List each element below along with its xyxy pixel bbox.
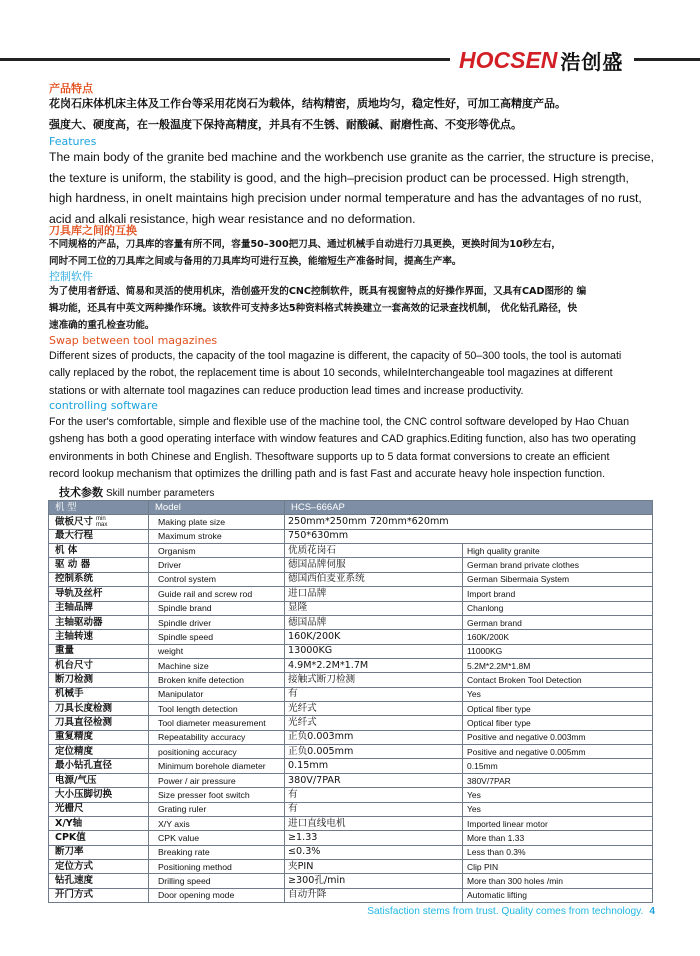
- spec-name-text: 主轴品牌: [55, 602, 94, 614]
- spec-value-english-cell: Import brand: [463, 587, 653, 601]
- software-cn-heading: 控制软件: [49, 270, 93, 283]
- spec-table-title: [59, 484, 214, 500]
- logo-latin-text: HOCSEN: [459, 46, 558, 73]
- spec-name-text: 机械手: [55, 688, 84, 700]
- spec-english-cell: Spindle driver: [149, 615, 285, 629]
- spec-english-cell: CPK value: [149, 831, 285, 845]
- software-cn-line: 速准确的重孔检查功能。: [49, 320, 155, 331]
- spec-table: [48, 500, 653, 903]
- spec-value-cell: 光纤式: [285, 702, 463, 716]
- spec-english-cell: Machine size: [149, 658, 285, 672]
- features-cn-heading: 产品特点: [49, 82, 93, 95]
- page-header: [0, 44, 700, 76]
- spec-value-cell: 接触式断刀检测: [285, 673, 463, 687]
- spec-name-text: 最小钻孔直径: [55, 760, 113, 772]
- spec-value-english-cell: Chanlong: [463, 601, 653, 615]
- spec-value-english-cell: German brand: [463, 615, 653, 629]
- spec-table-row: [49, 644, 653, 658]
- spec-table-row: [49, 587, 653, 601]
- spec-name-cell: [49, 874, 149, 888]
- spec-name-cell: [49, 572, 149, 586]
- spec-name-text: 刀具直径检测: [55, 717, 113, 729]
- header-model-cell: Model: [149, 501, 285, 515]
- spec-table-row: [49, 544, 653, 558]
- spec-value-cell: 750*630mm: [285, 529, 653, 543]
- spec-name-cell: [49, 845, 149, 859]
- spec-table-row: [49, 730, 653, 744]
- spec-value-english-cell: German brand private clothes: [463, 558, 653, 572]
- swap-en-line: Different sizes of products, the capacity of the tool magazine is different, the capacity of 50–300 tools, the tool is automati: [49, 350, 622, 362]
- spec-table-row: [49, 702, 653, 716]
- software-en-line: gsheng has both a good operating interface with window features and CAD graphics.Editing function, also has two operating: [49, 433, 636, 446]
- spec-name-cell: [49, 745, 149, 759]
- software-cn-line: 辑功能，还具有中英文两种操作环境。该软件可支持多达5种资料格式转换建立一套高效的记录查找机制， 优化钻孔路径，快: [49, 303, 578, 314]
- spec-value-english-cell: 380V/7PAR: [463, 773, 653, 787]
- spec-name-cell: [49, 716, 149, 730]
- spec-value-cell: ≥1.33: [285, 831, 463, 845]
- spec-table-row: [49, 572, 653, 586]
- spec-value-cell: 夹PIN: [285, 859, 463, 873]
- minmax-label: [96, 516, 107, 528]
- spec-value-cell: ≥300孔/min: [285, 874, 463, 888]
- spec-value-english-cell: German Sibermaia System: [463, 572, 653, 586]
- spec-name-text: 重量: [55, 645, 75, 657]
- spec-value-english-cell: Clip PIN: [463, 859, 653, 873]
- spec-name-text: 机台尺寸: [55, 659, 94, 671]
- header-rule-right: [634, 58, 700, 61]
- spec-name-cell: [49, 831, 149, 845]
- spec-table-row: [49, 845, 653, 859]
- page-footer: [0, 906, 655, 917]
- spec-table-row: [49, 802, 653, 816]
- spec-name-text: 最大行程: [55, 530, 94, 542]
- spec-name-cell: [49, 702, 149, 716]
- spec-name-text: 驱 动 器: [55, 559, 91, 571]
- spec-name-text: 主轴驱动器: [55, 616, 103, 628]
- spec-name-cell: [49, 773, 149, 787]
- spec-name-text: CPK值: [55, 831, 86, 843]
- spec-english-cell: Driver: [149, 558, 285, 572]
- spec-value-cell: 0.15mm: [285, 759, 463, 773]
- spec-english-cell: Tool length detection: [149, 702, 285, 716]
- spec-table-row: [49, 759, 653, 773]
- spec-value-cell: 优质花岗石: [285, 544, 463, 558]
- spec-value-english-cell: 0.15mm: [463, 759, 653, 773]
- spec-name-cell: [49, 587, 149, 601]
- features-en-line: The main body of the granite bed machine and the workbench use granite as the carrier, the structure is precise,: [49, 150, 654, 164]
- spec-name-cell: [49, 888, 149, 902]
- features-cn-line: 强度大、硬度高，在一般温度下保持高精度，并具有不生锈、耐酸碱、耐磨性高、不变形等优点。: [49, 118, 522, 131]
- spec-name-text: 导轨及丝杆: [55, 587, 103, 599]
- spec-value-cell: 380V/7PAR: [285, 773, 463, 787]
- header-value-cell: HCS–666AP: [285, 501, 653, 515]
- software-en-heading: controlling software: [49, 399, 158, 412]
- spec-value-english-cell: 5.2M*2.2M*1.8M: [463, 658, 653, 672]
- spec-english-cell: Control system: [149, 572, 285, 586]
- spec-name-cell: [49, 816, 149, 830]
- spec-value-english-cell: Yes: [463, 788, 653, 802]
- spec-name-cell: [49, 859, 149, 873]
- spec-value-english-cell: Optical fiber type: [463, 716, 653, 730]
- spec-name-text: 钻孔速度: [55, 875, 94, 887]
- spec-table-header-row: [49, 501, 653, 515]
- spec-name-cell: [49, 529, 149, 543]
- page-number: 4: [649, 906, 655, 917]
- spec-english-cell: X/Y axis: [149, 816, 285, 830]
- spec-english-cell: Organism: [149, 544, 285, 558]
- spec-english-cell: Grating ruler: [149, 802, 285, 816]
- features-en-line: acid and alkali resistance, high wear resistance and no deformation.: [49, 211, 416, 226]
- swap-cn-line: 同时不同工位的刀具库之间或与备用的刀具库均可进行互换，能缩短生产准备时间，提高生产率。: [49, 256, 462, 267]
- logo-chinese-text: 浩创盛: [560, 49, 624, 74]
- spec-english-cell: Minimum borehole diameter: [149, 759, 285, 773]
- spec-name-cell: [49, 515, 149, 529]
- spec-english-cell: positioning accuracy: [149, 745, 285, 759]
- spec-value-english-cell: More than 1.33: [463, 831, 653, 845]
- spec-value-cell: 显隆: [285, 601, 463, 615]
- spec-name-cell: [49, 788, 149, 802]
- spec-name-text: 开门方式: [55, 889, 94, 901]
- spec-value-cell: 有: [285, 788, 463, 802]
- features-en-line: the texture is uniform, the stability is good, and the high–precision product can be processed. High strength,: [49, 170, 629, 185]
- spec-english-cell: Spindle speed: [149, 630, 285, 644]
- spec-value-english-cell: Optical fiber type: [463, 702, 653, 716]
- swap-en-line: stations or with alternate tool magazines can reduce production lead times and increase productivity.: [49, 384, 524, 397]
- footer-slogan: Satisfaction stems from trust. Quality comes from technology.: [367, 906, 644, 917]
- spec-table-row: [49, 859, 653, 873]
- spec-value-cell: 正负0.005mm: [285, 745, 463, 759]
- spec-name-text: 定位精度: [55, 745, 94, 757]
- spec-value-english-cell: Automatic lifting: [463, 888, 653, 902]
- software-en-line: For the user's comfortable, simple and flexible use of the machine tool, the CNC control software developed by Hao Chuan: [49, 416, 630, 428]
- spec-value-english-cell: 11000KG: [463, 644, 653, 658]
- spec-english-cell: Power / air pressure: [149, 773, 285, 787]
- spec-table-row: [49, 874, 653, 888]
- spec-name-cell: [49, 644, 149, 658]
- swap-cn-heading: 刀具库之间的互换: [49, 224, 137, 237]
- software-cn-line: 为了使用者舒适、简易和灵活的使用机床，浩创盛开发的CNC控制软件，既具有视窗特点的好操作界面，又具有CAD图形的 编: [49, 286, 587, 297]
- spec-table-row: [49, 515, 653, 529]
- features-en-line: high hardness, in oneIt maintains high precision under normal temperature and has the advantages of no rust,: [49, 191, 642, 205]
- spec-table-row: [49, 601, 653, 615]
- spec-english-cell: Breaking rate: [149, 845, 285, 859]
- spec-name-text: 控制系统: [55, 573, 94, 585]
- spec-table-row: [49, 773, 653, 787]
- spec-name-cell: [49, 673, 149, 687]
- spec-table-row: [49, 529, 653, 543]
- spec-english-cell: Spindle brand: [149, 601, 285, 615]
- features-en-heading: Features: [49, 135, 97, 148]
- spec-name-cell: [49, 730, 149, 744]
- spec-table-row: [49, 673, 653, 687]
- spec-english-cell: Tool diameter measurement: [149, 716, 285, 730]
- spec-name-cell: [49, 630, 149, 644]
- spec-name-text: 刀具长度检测: [55, 702, 113, 714]
- spec-name-cell: [49, 558, 149, 572]
- spec-value-cell: 4.9M*2.2M*1.7M: [285, 658, 463, 672]
- spec-value-english-cell: High quality granite: [463, 544, 653, 558]
- spec-table-row: [49, 658, 653, 672]
- spec-table-row: [49, 630, 653, 644]
- spec-value-cell: 13000KG: [285, 644, 463, 658]
- spec-name-text: 定位方式: [55, 860, 94, 872]
- spec-value-cell: 250mm*250mm 720mm*620mm: [285, 515, 653, 529]
- spec-value-cell: 进口品牌: [285, 587, 463, 601]
- spec-value-english-cell: Positive and negative 0.005mm: [463, 745, 653, 759]
- swap-en-line: cally replaced by the robot, the replacement time is about 10 seconds, whileInterchangeable tool magazines at different: [49, 367, 613, 380]
- spec-name-cell: [49, 802, 149, 816]
- spec-english-cell: Maximum stroke: [149, 529, 285, 543]
- spec-english-cell: Positioning method: [149, 859, 285, 873]
- spec-value-english-cell: Contact Broken Tool Detection: [463, 673, 653, 687]
- spec-name-text: 断刀率: [55, 846, 84, 858]
- header-rule-left: [0, 58, 450, 61]
- spec-value-cell: 光纤式: [285, 716, 463, 730]
- spec-english-cell: Drilling speed: [149, 874, 285, 888]
- spec-value-english-cell: Less than 0.3%: [463, 845, 653, 859]
- minmax-min: min: [96, 515, 106, 522]
- spec-table-title-en: Skill number parameters: [106, 488, 215, 499]
- spec-name-text: 主轴转速: [55, 630, 94, 642]
- spec-name-text: 重复精度: [55, 731, 94, 743]
- spec-name-text: 做板尺寸: [55, 516, 94, 528]
- spec-english-cell: weight: [149, 644, 285, 658]
- swap-en-heading: Swap between tool magazines: [49, 334, 218, 347]
- spec-table-row: [49, 558, 653, 572]
- spec-english-cell: Size presser foot switch: [149, 788, 285, 802]
- spec-table-row: [49, 816, 653, 830]
- spec-english-cell: Manipulator: [149, 687, 285, 701]
- features-cn-line: 花岗石床体机床主体及工作台等采用花岗石为载体，结构精密，质地均匀，稳定性好，可加工高精度产品。: [49, 97, 566, 110]
- spec-value-english-cell: Yes: [463, 687, 653, 701]
- header-name-cell: 机 型: [49, 501, 149, 515]
- software-en-line: environments in both Chinese and English. Thesoftware supports up to 5 data format conversions to create an efficient: [49, 450, 610, 463]
- spec-table-row: [49, 745, 653, 759]
- spec-value-cell: 160K/200K: [285, 630, 463, 644]
- spec-value-cell: 德国品牌: [285, 615, 463, 629]
- spec-table-row: [49, 888, 653, 902]
- spec-english-cell: Repeatability accuracy: [149, 730, 285, 744]
- software-en-line: record lookup mechanism that optimizes the drilling path and is fast Fast and accurate heavy hole inspection function.: [49, 467, 606, 480]
- spec-name-cell: [49, 687, 149, 701]
- spec-table-row: [49, 716, 653, 730]
- spec-value-english-cell: 160K/200K: [463, 630, 653, 644]
- spec-name-cell: [49, 658, 149, 672]
- spec-value-english-cell: Yes: [463, 802, 653, 816]
- spec-name-cell: [49, 544, 149, 558]
- spec-value-english-cell: Imported linear motor: [463, 816, 653, 830]
- spec-value-cell: 自动升降: [285, 888, 463, 902]
- spec-name-text: 光栅尺: [55, 803, 84, 815]
- spec-value-cell: 德国品牌伺服: [285, 558, 463, 572]
- spec-value-english-cell: Positive and negative 0.003mm: [463, 730, 653, 744]
- spec-table-title-cn: 技术参数: [59, 486, 103, 499]
- spec-value-cell: 正负0.003mm: [285, 730, 463, 744]
- spec-english-cell: Door opening mode: [149, 888, 285, 902]
- spec-value-cell: 有: [285, 687, 463, 701]
- spec-table-row: [49, 831, 653, 845]
- spec-value-cell: 进口直线电机: [285, 816, 463, 830]
- spec-name-text: 断刀检测: [55, 673, 94, 685]
- spec-name-text: 大小压脚切换: [55, 788, 113, 800]
- spec-table-row: [49, 687, 653, 701]
- minmax-max: max: [96, 521, 108, 528]
- spec-table-row: [49, 788, 653, 802]
- spec-name-text: 机 体: [55, 544, 78, 556]
- hocsen-logo: [455, 44, 627, 76]
- spec-value-english-cell: More than 300 holes /min: [463, 874, 653, 888]
- spec-name-text: 电源/气压: [55, 774, 97, 786]
- spec-value-cell: ≤0.3%: [285, 845, 463, 859]
- spec-english-cell: Making plate size: [149, 515, 285, 529]
- spec-name-text: X/Y轴: [55, 817, 83, 829]
- spec-name-cell: [49, 601, 149, 615]
- spec-name-cell: [49, 615, 149, 629]
- swap-cn-line: 不同规格的产品，刀具库的容量有所不同，容量50–300把刀具、通过机械手自动进行刀具更换，更换时间为10秒左右，: [49, 239, 562, 250]
- spec-english-cell: Broken knife detection: [149, 673, 285, 687]
- spec-name-cell: [49, 759, 149, 773]
- spec-value-cell: 有: [285, 802, 463, 816]
- spec-english-cell: Guide rail and screw rod: [149, 587, 285, 601]
- spec-table-row: [49, 615, 653, 629]
- spec-value-cell: 德国西伯麦亚系统: [285, 572, 463, 586]
